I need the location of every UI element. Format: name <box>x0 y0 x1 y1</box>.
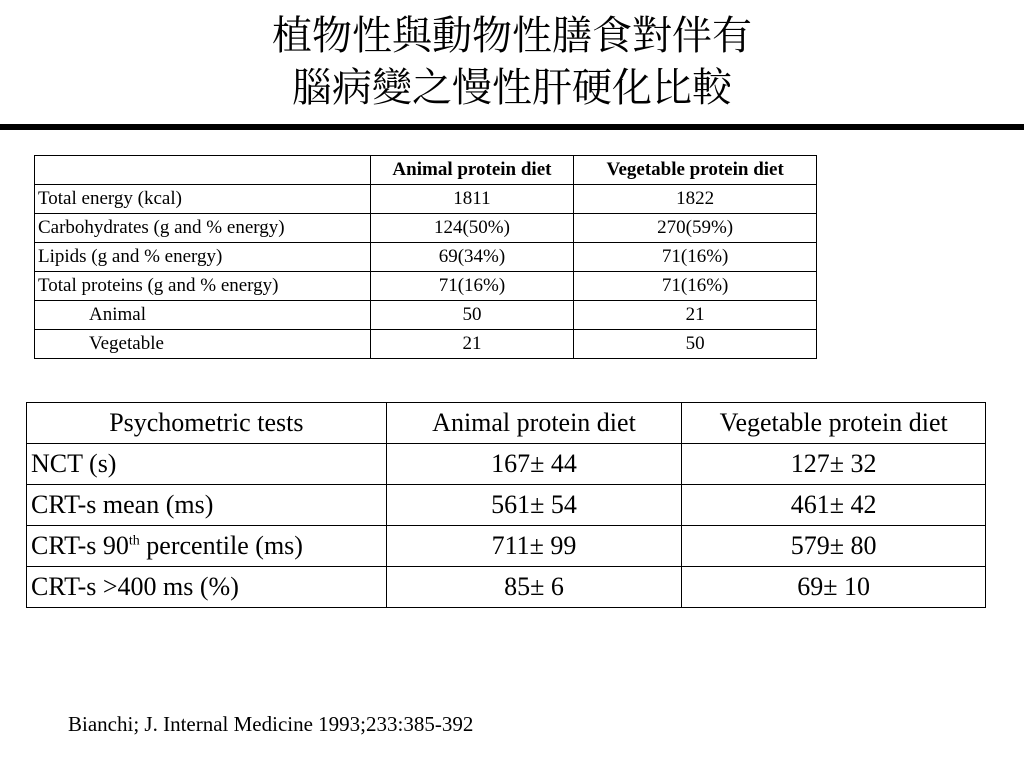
animal-value: 69(34%) <box>370 243 574 272</box>
table-row <box>35 301 817 330</box>
table-row <box>35 243 817 272</box>
animal-value: 124(50%) <box>370 214 574 243</box>
title-line-1: 植物性與動物性膳食對伴有 <box>272 13 752 59</box>
animal-value: 50 <box>370 301 574 330</box>
psychometric-tests-table <box>26 402 986 608</box>
citation: Bianchi; J. Internal Medicine 1993;233:385-392 <box>68 712 474 736</box>
test-label-prefix: CRT-s 90 <box>31 531 129 560</box>
header-animal-protein-diet: Animal protein diet <box>386 403 682 444</box>
vegetable-value: 71(16%) <box>574 243 817 272</box>
table-row <box>27 485 986 526</box>
title-line-2: 腦病變之慢性肝硬化比較 <box>292 65 732 111</box>
vegetable-value: 270(59%) <box>574 214 817 243</box>
table-row <box>35 272 817 301</box>
vegetable-value: 1822 <box>574 185 817 214</box>
test-label <box>27 526 387 567</box>
row-label: Total proteins (g and % energy) <box>35 272 371 301</box>
title-divider <box>0 124 1024 130</box>
diet-composition-table <box>34 155 817 359</box>
vegetable-value: 461± 42 <box>682 485 986 526</box>
header-cell-empty <box>35 156 371 185</box>
vegetable-value: 127± 32 <box>682 444 986 485</box>
table-row <box>27 567 986 608</box>
vegetable-value: 50 <box>574 330 817 359</box>
row-label: Vegetable <box>35 330 371 359</box>
row-label: Total energy (kcal) <box>35 185 371 214</box>
animal-value: 1811 <box>370 185 574 214</box>
row-label: Carbohydrates (g and % energy) <box>35 214 371 243</box>
ordinal-superscript: th <box>128 533 140 549</box>
table-row <box>27 444 986 485</box>
test-label: CRT-s >400 ms (%) <box>27 567 387 608</box>
header-psychometric-tests: Psychometric tests <box>27 403 387 444</box>
header-vegetable-protein-diet: Vegetable protein diet <box>682 403 986 444</box>
row-label: Lipids (g and % energy) <box>35 243 371 272</box>
vegetable-value: 579± 80 <box>682 526 986 567</box>
table-row <box>35 214 817 243</box>
animal-value: 711± 99 <box>386 526 682 567</box>
test-label-suffix: percentile (ms) <box>139 531 303 560</box>
header-vegetable-protein-diet: Vegetable protein diet <box>574 156 817 185</box>
header-animal-protein-diet: Animal protein diet <box>370 156 574 185</box>
table-header-row <box>27 403 986 444</box>
test-label: CRT-s mean (ms) <box>27 485 387 526</box>
vegetable-value: 71(16%) <box>574 272 817 301</box>
animal-value: 167± 44 <box>386 444 682 485</box>
table-row <box>35 330 817 359</box>
animal-value: 561± 54 <box>386 485 682 526</box>
animal-value: 21 <box>370 330 574 359</box>
table-header-row <box>35 156 817 185</box>
row-label: Animal <box>35 301 371 330</box>
vegetable-value: 21 <box>574 301 817 330</box>
table-row <box>27 526 986 567</box>
page-title <box>0 10 1024 114</box>
vegetable-value: 69± 10 <box>682 567 986 608</box>
animal-value: 71(16%) <box>370 272 574 301</box>
test-label: NCT (s) <box>27 444 387 485</box>
animal-value: 85± 6 <box>386 567 682 608</box>
table-row <box>35 185 817 214</box>
